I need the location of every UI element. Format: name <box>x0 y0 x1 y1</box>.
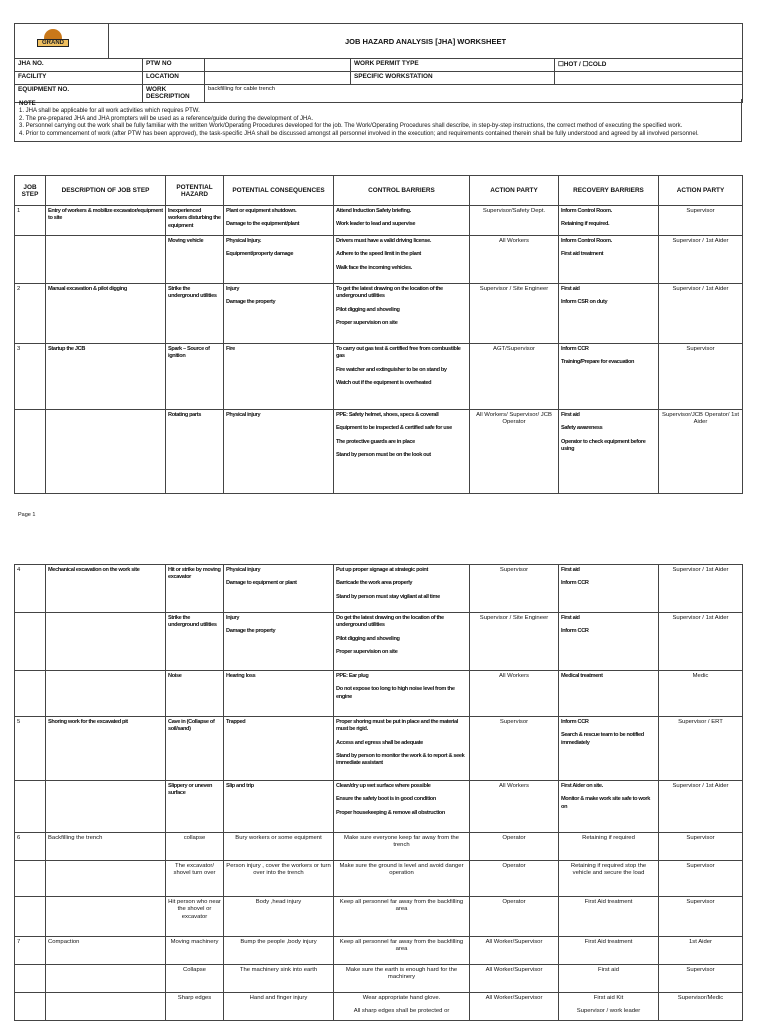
consequences-cell <box>224 717 334 781</box>
recovery-barriers-cell <box>559 236 659 284</box>
table-row <box>15 897 743 937</box>
job-step-cell: 5 <box>15 717 46 781</box>
control-barriers-cell-line: Wear appropriate hand glove. <box>362 995 441 1001</box>
table-row <box>15 965 743 993</box>
description-cell <box>46 861 166 897</box>
description-cell: Entry of workers & mobilize excavator/equipment to site <box>46 206 166 236</box>
control-barriers-cell <box>334 344 470 410</box>
action-party-cell: AGT/Supervisor <box>470 344 559 410</box>
control-barriers-cell-line: Proper housekeeping & remove all obstruction <box>336 809 445 816</box>
control-barriers-cell-line: Equipment to be inspected & certified safe for use <box>336 425 452 432</box>
table-row <box>15 206 743 236</box>
recovery-barriers-cell-line: First aid treatment <box>561 251 604 258</box>
description-cell: Compaction <box>46 937 166 965</box>
consequences-cell-line: Damage to equipment or plant <box>226 580 297 587</box>
consequences-cell <box>224 861 334 897</box>
consequences-cell <box>224 897 334 937</box>
description-cell <box>46 410 166 494</box>
consequences-cell-line: Fire <box>226 346 235 352</box>
ptw-no-label: PTW NO <box>143 59 205 72</box>
consequences-cell <box>224 781 334 833</box>
control-barriers-cell-line: Adhere to the speed limit in the plant <box>336 251 421 258</box>
control-barriers-cell-line: Barricade the work area properly <box>336 580 413 587</box>
permit-type-options[interactable]: ☐HOT / ☐COLD <box>555 59 743 72</box>
consequences-cell <box>224 965 334 993</box>
note-item: 4. Prior to commencement of work (after PTW has been approved), the task-specific JHA shall be discussed amongst all personnel involved in the execution; and requirements contained therein shall be fully understood and agreed by all involved personnel. <box>19 130 699 137</box>
worksheet-page-2 <box>0 563 768 1024</box>
control-barriers-cell-line: Pilot digging and shoveling <box>336 635 400 642</box>
jha-no-label: JHA NO. <box>15 59 143 72</box>
control-barriers-cell-line: PPE: Ear plug <box>336 673 369 679</box>
action-party-cell: Supervisor <box>470 565 559 613</box>
table-row <box>15 993 743 1021</box>
hazard-cell: Noise <box>166 671 224 717</box>
hazard-cell: Collapse <box>166 965 224 993</box>
control-barriers-cell-line: Keep all personnel far away from the backfilling area <box>339 939 464 953</box>
consequences-cell-line: Injury <box>226 286 240 292</box>
recovery-barriers-cell-line: Operator to check equipment before using <box>561 438 646 452</box>
work-description-value[interactable]: backfilling for cable trench <box>205 85 743 103</box>
recovery-barriers-cell-line: Inform CCR <box>561 346 589 352</box>
recovery-barriers-cell-line: Supervisor / work leader <box>576 1008 641 1015</box>
description-cell: Manual excavation & pilot digging <box>46 284 166 344</box>
description-cell <box>46 965 166 993</box>
control-barriers-cell <box>334 897 470 937</box>
control-barriers-cell-line: Proper shoring must be put in place and the material must be rigid. <box>336 719 458 733</box>
logo-text: GRAND <box>37 39 69 47</box>
table-row <box>15 781 743 833</box>
action-party-2-cell: Supervisor / 1st Aider <box>659 613 743 671</box>
location-field[interactable] <box>205 72 351 85</box>
hazard-cell: Moving machinery <box>166 937 224 965</box>
action-party-2-cell: 1st Aider <box>659 937 743 965</box>
description-cell: Backfilling the trench <box>46 833 166 861</box>
col-control-barriers: CONTROL BARRIERS <box>334 176 470 206</box>
control-barriers-cell-line: Make sure everyone keep far away from the trench <box>344 835 459 849</box>
action-party-2-cell: Supervisor <box>659 833 743 861</box>
control-barriers-cell <box>334 861 470 897</box>
recovery-barriers-cell-line: Medical treatment <box>561 673 603 679</box>
control-barriers-cell <box>334 781 470 833</box>
col-potential-hazard: POTENTIAL HAZARD <box>166 176 224 206</box>
description-cell <box>46 236 166 284</box>
action-party-cell: Operator <box>470 861 559 897</box>
recovery-barriers-cell <box>559 613 659 671</box>
control-barriers-cell-line: All sharp edges shall be protected or <box>353 1008 450 1015</box>
col-description: DESCRIPTION OF JOB STEP <box>46 176 166 206</box>
note-item: 1. JHA shall be applicable for all work activities which requires PTW. <box>19 108 200 115</box>
facility-label: FACILITY <box>15 72 143 85</box>
control-barriers-cell <box>334 671 470 717</box>
consequences-cell-line: Injury <box>226 615 240 621</box>
consequences-cell-line: Damage the property <box>226 299 276 306</box>
action-party-2-cell: Supervisor <box>659 965 743 993</box>
recovery-barriers-cell <box>559 671 659 717</box>
control-barriers-cell-line: Proper supervision on site <box>336 648 398 655</box>
table-row <box>15 717 743 781</box>
hazard-cell: The excavator/ shovel turn over <box>166 861 224 897</box>
description-cell: Startup the JCB <box>46 344 166 410</box>
description-cell <box>46 613 166 671</box>
job-step-cell <box>15 897 46 937</box>
consequences-cell-line: Trapped <box>226 719 246 725</box>
control-barriers-cell <box>334 236 470 284</box>
control-barriers-cell-line: Make sure the earth is enough hard for the machinery <box>345 967 458 981</box>
control-barriers-cell-line: Proper supervision on site <box>336 319 398 326</box>
control-barriers-cell-line: To carry out gas test & certified free from combustible gas <box>336 346 461 360</box>
hazard-cell: Sharp edges <box>166 993 224 1021</box>
location-label: LOCATION <box>143 72 205 85</box>
consequences-cell-line: Physical injury <box>226 412 261 418</box>
recovery-barriers-cell-line: Inform CSR on duty <box>561 299 608 306</box>
control-barriers-cell-line: Walk face the incoming vehicles. <box>336 264 412 271</box>
recovery-barriers-cell-line: Inform Control Room. <box>561 208 612 214</box>
hazard-cell: Slippery or uneven surface <box>166 781 224 833</box>
recovery-barriers-cell-line: First Aider on site. <box>561 783 603 789</box>
recovery-barriers-cell-line: Inform CCR <box>561 580 589 587</box>
table-row <box>15 613 743 671</box>
description-cell <box>46 671 166 717</box>
consequences-cell-line: Body ,head injury <box>255 899 302 905</box>
control-barriers-cell-line: The protective guards are in place <box>336 438 415 445</box>
col-action-party: ACTION PARTY <box>470 176 559 206</box>
job-step-cell <box>15 613 46 671</box>
recovery-barriers-cell-line: Monitor & make work site safe to work on <box>561 796 651 810</box>
consequences-cell-line: Damage to the equipment/plant <box>226 221 300 228</box>
control-barriers-cell <box>334 965 470 993</box>
consequences-cell <box>224 206 334 236</box>
recovery-barriers-cell-line: First aid <box>561 412 580 418</box>
consequences-cell <box>224 833 334 861</box>
control-barriers-cell-line: Put up proper signage at strategic point <box>336 567 428 573</box>
hazard-cell: Strike the underground utilities <box>166 613 224 671</box>
job-step-cell <box>15 410 46 494</box>
page-number: Page 1 <box>18 512 36 518</box>
job-step-cell <box>15 671 46 717</box>
recovery-barriers-cell-line: Inform CCR <box>561 719 589 725</box>
hazard-cell: Inexperienced workers disturbing the equipment <box>166 206 224 236</box>
recovery-barriers-cell-line: Retaining if required. <box>561 221 610 228</box>
control-barriers-cell-line: Pilot digging and shoveling <box>336 306 400 313</box>
work-permit-type-label: WORK PERMIT TYPE <box>351 59 555 72</box>
consequences-cell <box>224 993 334 1021</box>
job-step-cell <box>15 861 46 897</box>
recovery-barriers-cell <box>559 861 659 897</box>
table-row <box>15 937 743 965</box>
table-row <box>15 236 743 284</box>
work-description-label: WORK DESCRIPTION <box>143 85 205 103</box>
consequences-cell <box>224 565 334 613</box>
col-job-step: JOB STEP <box>15 176 46 206</box>
action-party-cell: All Worker/Supervisor <box>470 937 559 965</box>
control-barriers-cell-line: Stand by person must be on the look out <box>336 451 431 458</box>
consequences-cell <box>224 344 334 410</box>
job-step-cell <box>15 236 46 284</box>
action-party-cell: All Workers <box>470 236 559 284</box>
control-barriers-cell <box>334 717 470 781</box>
company-logo <box>38 27 68 57</box>
control-barriers-cell-line: Drivers must have a valid driving license. <box>336 238 432 244</box>
job-step-cell: 3 <box>15 344 46 410</box>
action-party-2-cell: Supervisor <box>659 206 743 236</box>
action-party-cell: Operator <box>470 897 559 937</box>
action-party-2-cell: Supervisor / 1st Aider <box>659 565 743 613</box>
description-cell: Shoring work for the excavated pit <box>46 717 166 781</box>
consequences-cell-line: Person injury , cover the workers or turn over into the trench <box>226 863 331 877</box>
hazard-cell: Cave in (Collapse of soil/sand) <box>166 717 224 781</box>
consequences-cell-line: Hearing loss <box>226 673 256 679</box>
table-row <box>15 344 743 410</box>
control-barriers-cell-line: PPE: Safety helmet, shoes, specs & coverall <box>336 412 439 418</box>
action-party-2-cell: Supervisor <box>659 344 743 410</box>
recovery-barriers-cell <box>559 717 659 781</box>
action-party-cell: All Worker/Supervisor <box>470 965 559 993</box>
control-barriers-cell <box>334 284 470 344</box>
consequences-cell-line: Physical injury <box>226 567 261 573</box>
job-step-cell: 4 <box>15 565 46 613</box>
action-party-2-cell: Supervisor / ERT <box>659 717 743 781</box>
consequences-cell-line: Bury workers or some equipment <box>235 835 322 841</box>
description-cell <box>46 993 166 1021</box>
control-barriers-cell <box>334 410 470 494</box>
control-barriers-cell <box>334 833 470 861</box>
job-step-cell: 7 <box>15 937 46 965</box>
action-party-cell: All Worker/Supervisor <box>470 993 559 1021</box>
hazard-cell: Hit or strike by moving excavator <box>166 565 224 613</box>
control-barriers-cell-line: Work leader to lead and supervise <box>336 221 416 228</box>
recovery-barriers-cell-line: First aid <box>561 615 580 621</box>
notes-section <box>14 99 742 142</box>
col-recovery-barriers: RECOVERY BARRIERS <box>559 176 659 206</box>
control-barriers-cell-line: Keep all personnel far away from the backfilling area <box>339 899 464 913</box>
hazard-cell: collapse <box>166 833 224 861</box>
table-row <box>15 410 743 494</box>
hazard-cell: Rotating parts <box>166 410 224 494</box>
equipment-no-label: EQUIPMENT NO. <box>15 85 143 103</box>
job-step-cell: 2 <box>15 284 46 344</box>
hazard-cell: Moving vehicle <box>166 236 224 284</box>
table-row <box>15 284 743 344</box>
consequences-cell-line: Equipment/property damage <box>226 251 294 258</box>
col-action-party-2: ACTION PARTY <box>659 176 743 206</box>
recovery-barriers-cell-line: First aid Kit <box>593 995 624 1001</box>
description-cell <box>46 897 166 937</box>
hazard-cell: Strike the underground utilities <box>166 284 224 344</box>
consequences-cell-line: Damage the property <box>226 628 276 635</box>
recovery-barriers-cell <box>559 897 659 937</box>
hazard-cell: Hit person who near the shovel or excavator <box>166 897 224 937</box>
recovery-barriers-cell-line: Safety awareness <box>561 425 603 432</box>
table-row <box>15 565 743 613</box>
recovery-barriers-cell-line: Inform Control Room. <box>561 238 612 244</box>
recovery-barriers-cell <box>559 965 659 993</box>
column-headers <box>15 176 743 206</box>
action-party-cell: Supervisor / Site Engineer <box>470 613 559 671</box>
action-party-2-cell: Supervisor/Medic <box>659 993 743 1021</box>
job-step-cell: 6 <box>15 833 46 861</box>
consequences-cell-line: Hand and finger injury <box>249 995 308 1001</box>
description-cell <box>46 781 166 833</box>
consequences-cell <box>224 236 334 284</box>
recovery-barriers-cell <box>559 937 659 965</box>
control-barriers-cell-line: Watch out if the equipment is overheated <box>336 379 432 386</box>
control-barriers-cell-line: To get the latest drawing on the location of the underground utilities <box>336 286 443 300</box>
consequences-cell <box>224 284 334 344</box>
recovery-barriers-cell-line: First Aid treatment <box>584 939 633 945</box>
consequences-cell <box>224 937 334 965</box>
jha-table-page-1 <box>14 175 743 494</box>
control-barriers-cell <box>334 937 470 965</box>
recovery-barriers-cell-line: Retaining if required stop the vehicle and secure the load <box>570 863 647 877</box>
specific-workstation-label: SPECIFIC WORKSTATION <box>351 72 555 85</box>
recovery-barriers-cell <box>559 344 659 410</box>
col-potential-consequences: POTENTIAL CONSEQUENCES <box>224 176 334 206</box>
consequences-cell <box>224 613 334 671</box>
recovery-barriers-cell-line: First aid <box>598 967 619 973</box>
control-barriers-cell-line: Fire watcher and extinguisher to be on stand by <box>336 366 447 373</box>
control-barriers-cell-line: Stand by person to monitor the work & to report & seek immediate assistant <box>336 752 465 767</box>
action-party-cell: All Workers/ Supervisor/ JCB Operator <box>470 410 559 494</box>
control-barriers-cell-line: Ensure the safety boot is in good condition <box>336 796 436 803</box>
recovery-barriers-cell <box>559 993 659 1021</box>
consequences-cell-line: Physical Injury. <box>226 238 262 244</box>
consequences-cell <box>224 671 334 717</box>
workstation-field[interactable] <box>555 72 743 85</box>
recovery-barriers-cell <box>559 781 659 833</box>
action-party-2-cell: Supervisor <box>659 897 743 937</box>
control-barriers-cell-line: Stand by person must stay vigilant at all time <box>336 593 440 600</box>
recovery-barriers-cell <box>559 410 659 494</box>
recovery-barriers-cell-line: Search & rescue team to be notified immediately <box>561 732 644 746</box>
recovery-barriers-cell-line: Inform CCR <box>561 628 589 635</box>
action-party-cell: Supervisor/Safety Dept. <box>470 206 559 236</box>
action-party-cell: All Workers <box>470 671 559 717</box>
control-barriers-cell-line: Do get the latest drawing on the location of the underground utilities <box>336 615 444 629</box>
action-party-2-cell: Supervisor / 1st Aider <box>659 236 743 284</box>
hazard-cell: Spark – Source of ignition <box>166 344 224 410</box>
job-step-cell <box>15 965 46 993</box>
recovery-barriers-cell <box>559 284 659 344</box>
control-barriers-cell <box>334 206 470 236</box>
recovery-barriers-cell <box>559 206 659 236</box>
table-row <box>15 833 743 861</box>
consequences-cell-line: Plant or equipment shutdown. <box>226 208 297 214</box>
header-table <box>14 23 743 103</box>
recovery-barriers-cell-line: Training/Prepare for evacuation <box>561 359 635 366</box>
consequences-cell-line: Bump the people ,body injury <box>240 939 317 945</box>
recovery-barriers-cell-line: First aid <box>561 567 580 573</box>
consequences-cell <box>224 410 334 494</box>
recovery-barriers-cell <box>559 833 659 861</box>
control-barriers-cell <box>334 993 470 1021</box>
action-party-2-cell: Supervisor / 1st Aider <box>659 284 743 344</box>
consequences-cell-line: The machinery sink into earth <box>239 967 318 973</box>
job-step-cell: 1 <box>15 206 46 236</box>
action-party-cell: All Workers <box>470 781 559 833</box>
table-row <box>15 671 743 717</box>
control-barriers-cell <box>334 613 470 671</box>
jha-table-page-2 <box>14 564 743 1021</box>
ptw-no-field[interactable] <box>205 59 351 72</box>
recovery-barriers-cell-line: First Aid treatment <box>584 899 633 905</box>
consequences-cell-line: Slip and trip <box>226 783 254 789</box>
job-step-cell <box>15 993 46 1021</box>
recovery-barriers-cell-line: Retaining if required <box>582 835 635 841</box>
notes-list <box>19 108 737 138</box>
job-step-cell <box>15 781 46 833</box>
action-party-cell: Supervisor / Site Engineer <box>470 284 559 344</box>
control-barriers-cell <box>334 565 470 613</box>
note-item: 3. Personnel carrying out the work shall be fully familiar with the written Work/Operating Procedures developed for the job. The Work/Operating Procedures shall describe, in step-by-step instructions, the correct method of executing the specified work. <box>19 123 683 130</box>
worksheet-title: JOB HAZARD ANALYSIS [JHA] WORKSHEET <box>109 24 743 59</box>
control-barriers-cell-line: Clean/dry up wet surface where possible <box>336 783 431 789</box>
logo-cell <box>15 24 109 59</box>
table-row <box>15 861 743 897</box>
action-party-2-cell: Supervisor/JCB Operator/ 1st Aider <box>659 410 743 494</box>
recovery-barriers-cell <box>559 565 659 613</box>
notes-heading: NOTE <box>19 101 36 107</box>
description-cell: Mechanical excavation on the work site <box>46 565 166 613</box>
action-party-2-cell: Medic <box>659 671 743 717</box>
action-party-cell: Supervisor <box>470 717 559 781</box>
action-party-2-cell: Supervisor <box>659 861 743 897</box>
control-barriers-cell-line: Make sure the ground is level and avoid danger operation <box>339 863 464 877</box>
control-barriers-cell-line: Access and egress shall be adequate <box>336 739 423 746</box>
note-item: 2. The pre-prepared JHA and JHA prompters will be used as a reference/guide during the development of JHA. <box>19 115 314 122</box>
action-party-2-cell: Supervisor / 1st Aider <box>659 781 743 833</box>
action-party-cell: Operator <box>470 833 559 861</box>
control-barriers-cell-line: Attend Induction Safety briefing. <box>336 208 411 214</box>
control-barriers-cell-line: Do not expose too long to high noise level from the engine <box>336 686 455 700</box>
recovery-barriers-cell-line: First aid <box>561 286 580 292</box>
